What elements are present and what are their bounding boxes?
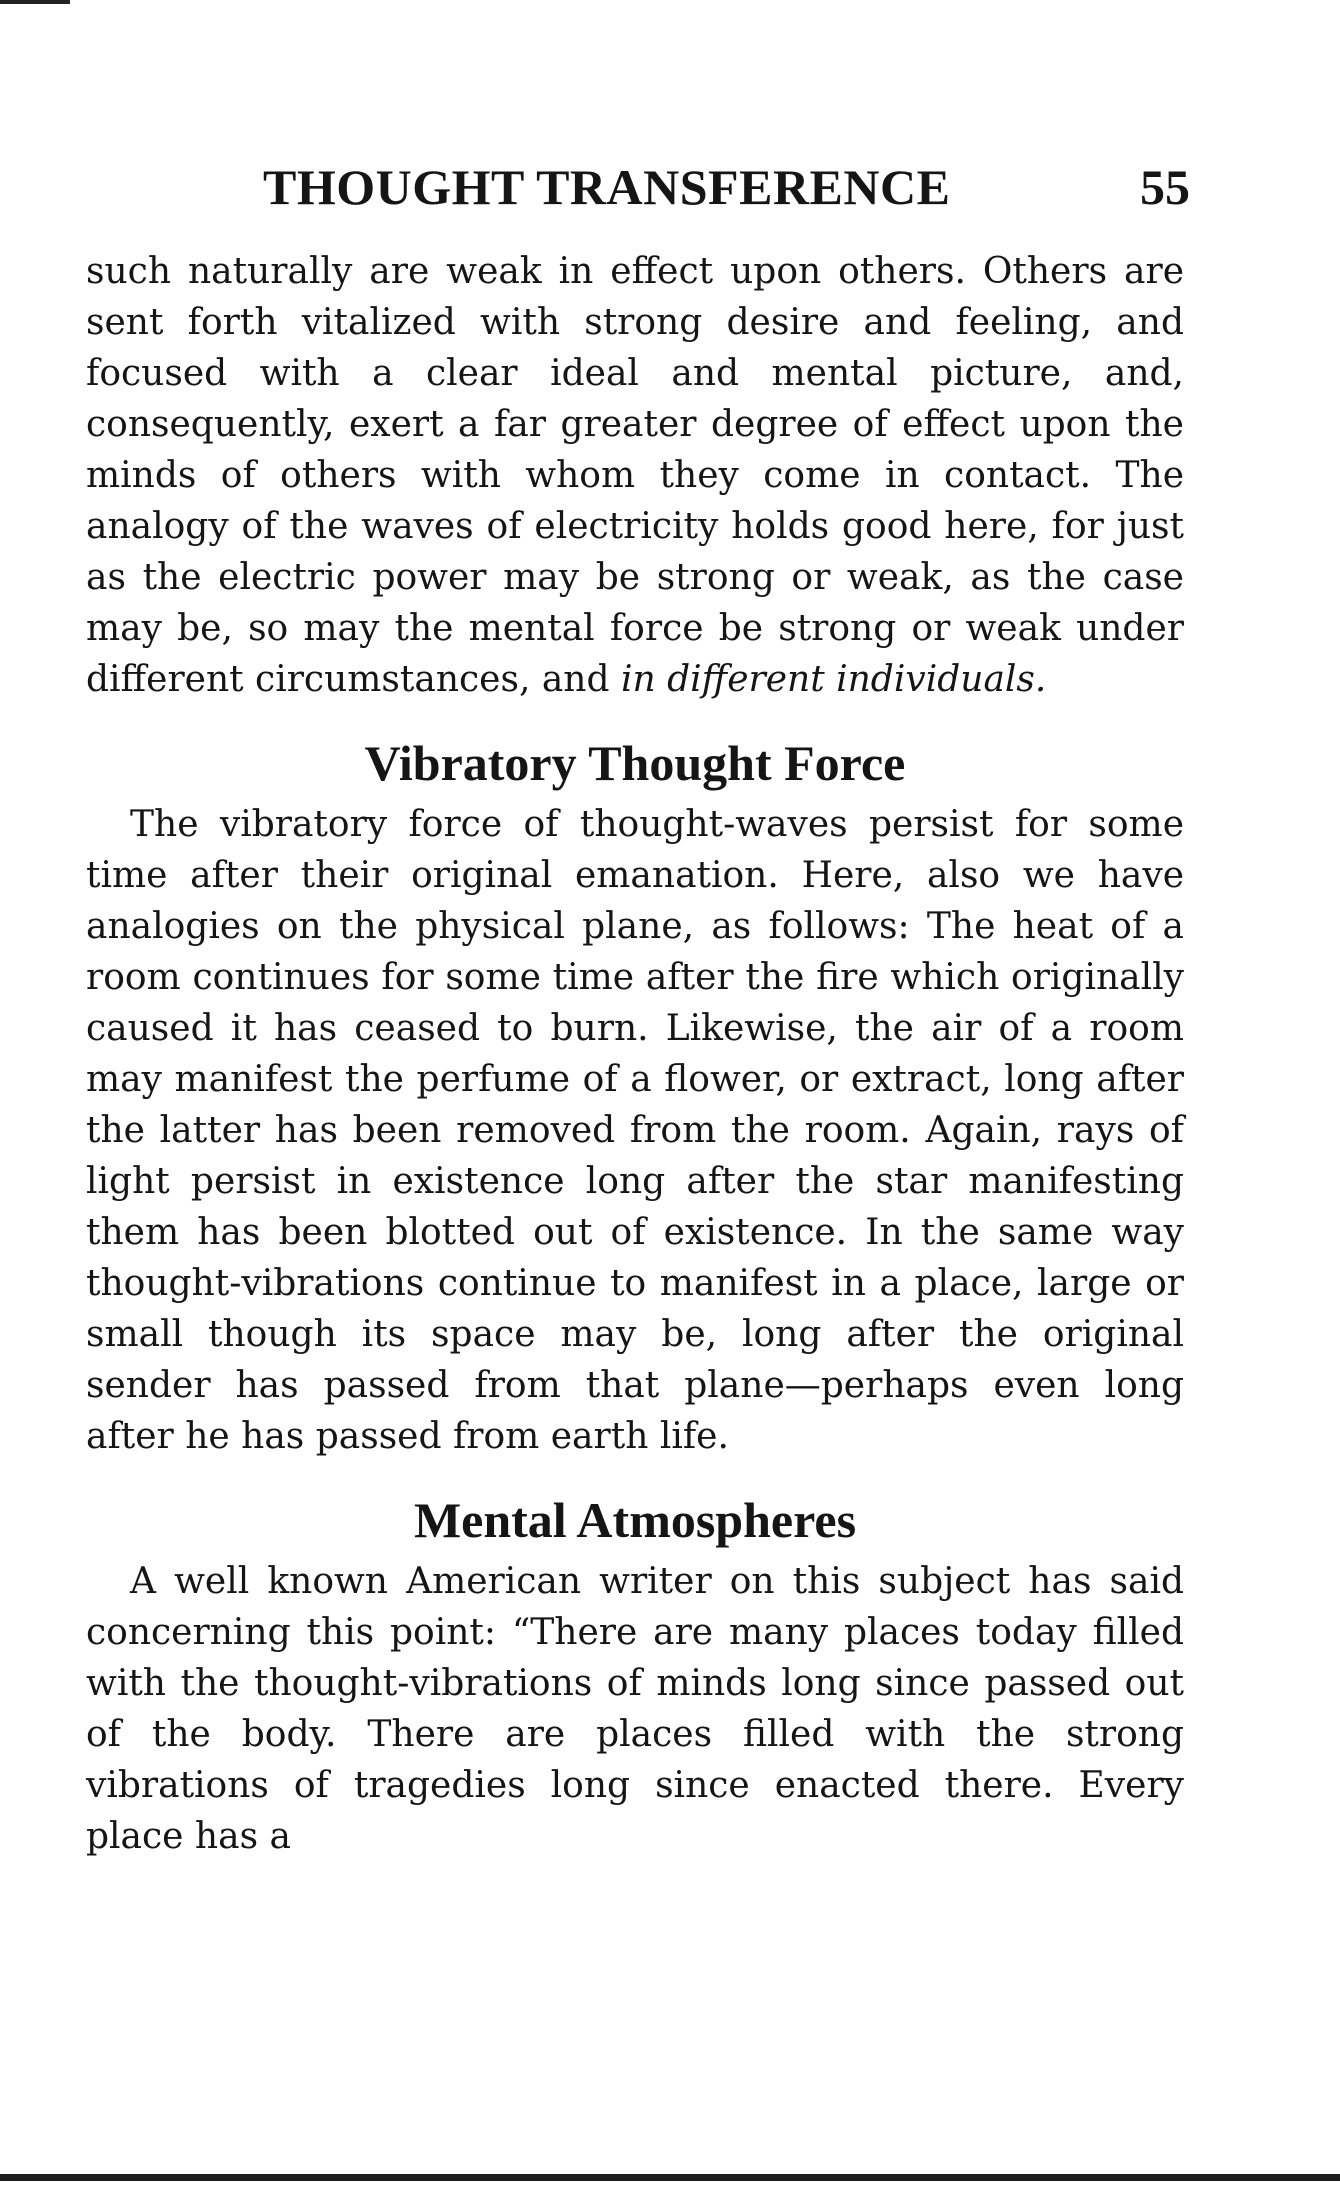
paragraph-text: such naturally are weak in effect upon others. Others are sent forth vitalized with strong desire and feeling, and focused with a clear ideal and mental picture, and, consequently, exert a far greater degree of effect upon the minds of others with whom they come in contact. The analogy of the waves of electricity holds good here, for just as the electric power may be strong or weak, as the case may be, so may the mental force be strong or weak under different circumstances, and (86, 251, 1184, 700)
page-header (78, 158, 1190, 218)
running-title: THOUGHT TRANSFERENCE (263, 159, 951, 215)
bottom-rule (0, 2174, 1340, 2181)
paragraph-italic-text: in different individuals. (620, 659, 1047, 700)
page-body (86, 246, 1184, 1862)
paragraph-continuation (86, 246, 1184, 705)
section-heading-mental-atmospheres: Mental Atmospheres (413, 1492, 857, 1548)
paragraph-mental-atmospheres: A well known American writer on this subject has said concerning this point: “There are many places today filled with the thought-vibrations of minds long since passed out of the body. There are places filled with the strong vibrations of tragedies long since enacted there. Every place has a (86, 1561, 1184, 1857)
section-heading-vibratory-thought-force: Vibratory Thought Force (364, 735, 906, 791)
paragraph-vibratory-force: The vibratory force of thought-waves persist for some time after their original emanation. Here, also we have analogies on the physical plane, as follows: The heat of a room continues for some time after the fire which originally caused it has ceased to burn. Likewise, the air of a room may manifest the perfume of a flower, or extract, long after the latter has been removed from the room. Again, rays of light persist in existence long after the star manifesting them has been blotted out of existence. In the same way thought-vibrations continue to manifest in a place, large or small though its space may be, long after the original sender has passed from that plane—perhaps even long after he has passed from earth life. (86, 804, 1184, 1457)
page-number: 55 (1140, 159, 1190, 215)
scan-corner-mark (0, 0, 70, 4)
